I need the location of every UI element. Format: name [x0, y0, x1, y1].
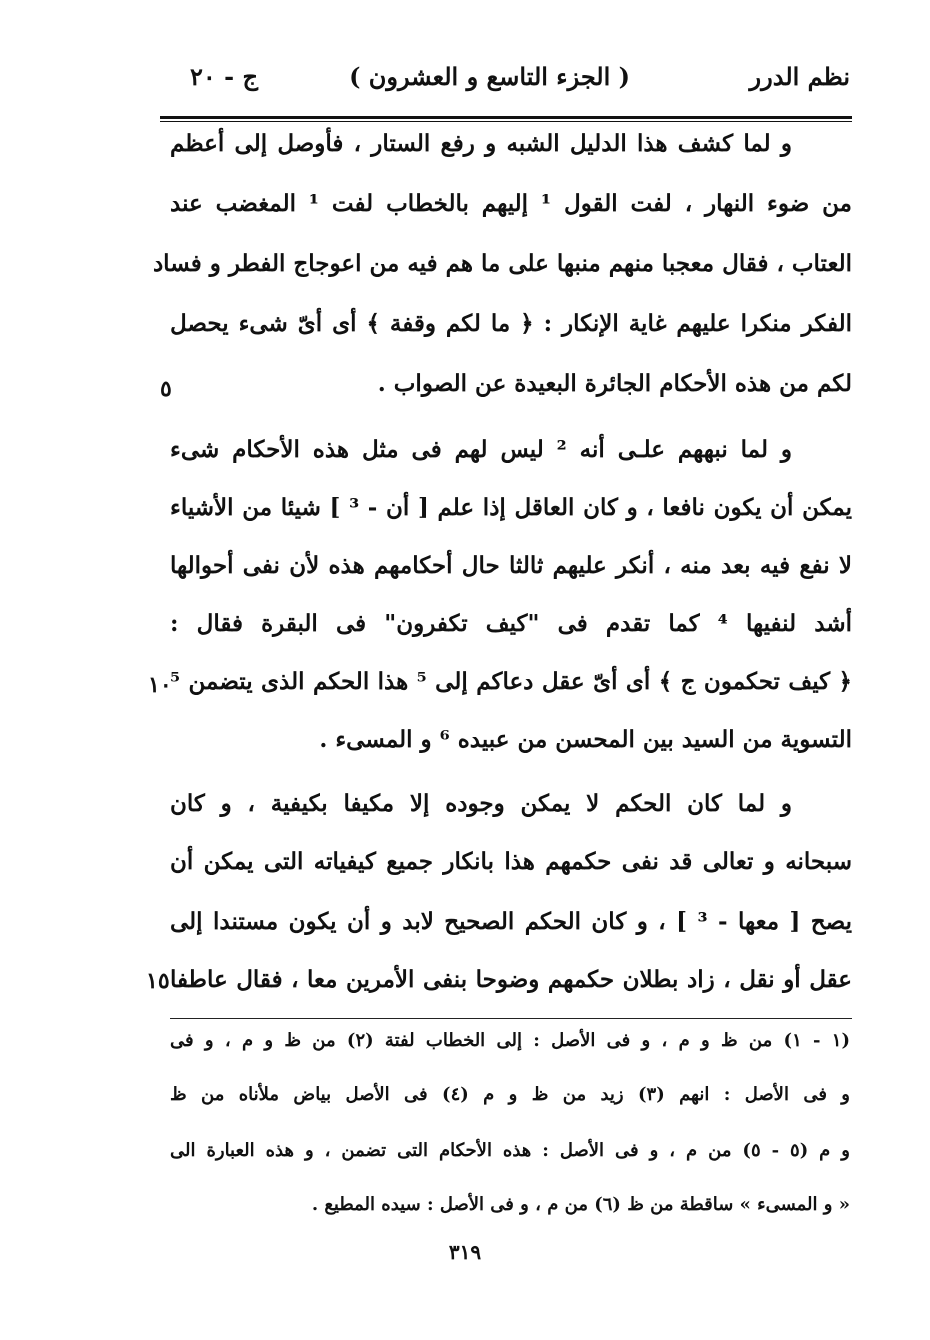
text-line: يمكن أن يكون نافعا ، و كان العاقل إذا علم [ أن - ³ ] شيئا من الأشياء — [170, 494, 852, 521]
text-line: عقل أو نقل ، زاد بطلان حكمهم وضوحا بنفى الأمرين معا ، فقال عاطفا — [170, 966, 852, 993]
text-line: التسوية من السيد بين المحسن من عبيده ⁶ و المسىء . — [319, 726, 852, 753]
book-title: نظم الدرر — [749, 62, 850, 91]
text-line: أشد لنفيها ⁴ كما تقدم فى "كيف تكفرون" فى البقرة فقال : — [170, 610, 852, 637]
text-line: لا نفع فيه بعد منه ، أنكر عليهم ثالثا حال أحكامهم هذه لأن نفى أحوالها — [170, 552, 852, 579]
line-number-10: ١٠ — [148, 672, 172, 698]
text-line: ﴿ كيف تحكمون ج ﴾ أى أىّ عقل دعاكم إلى ⁵ هذا الحكم الذى يتضمن ⁵ — [170, 668, 852, 695]
text-line: من ضوء النهار ، لفت القول ¹ إليهم بالخطاب لفت ¹ المغضب عند — [170, 190, 853, 217]
text-line: و لما كشف هذا الدليل الشبه و رفع الستار ، فأوصل إلى أعظم — [170, 130, 792, 157]
line-number-5: ٥ — [160, 376, 172, 402]
text-line: و لما نبههم علـى أنه ² ليس لهم فى مثل هذه الأحكام شىء — [170, 436, 792, 463]
volume-reference: ج - ٢٠ — [190, 62, 258, 91]
header-rule-thin — [160, 121, 852, 122]
page-number: ٣١٩ — [448, 1240, 482, 1264]
footnote-line: و فى الأصل : انهم (٣) زيد من ظ و م (٤) فى الأصل بياض ملأناه من ظ — [170, 1084, 851, 1105]
footnote-rule — [170, 1018, 852, 1019]
part-title: ( الجزء التاسع و العشرون ) — [349, 62, 630, 91]
text-line: لكم من هذه الأحكام الجائرة البعيدة عن الصواب . — [377, 370, 852, 397]
text-line: سبحانه و تعالى قد نفى حكمهم هذا بانكار جميع كيفياته التى يمكن أن — [170, 848, 852, 875]
footnote-line: و م (٥ - ٥) من م ، و فى الأصل : هذه الأحكام التى تضمن ، و هذه العبارة الى — [170, 1140, 850, 1161]
header-rule-thick — [160, 116, 852, 119]
text-line: و لما كان الحكم لا يمكن وجوده إلا مكيفا بكيفية ، و كان — [170, 790, 792, 817]
footnote-line: (١ - ١) من ظ و م ، و فى الأصل : إلى الخطاب لفتة (٢) من ظ و م ، و فى — [170, 1030, 850, 1051]
text-line: يصح [ معها - ³ ] ، و كان الحكم الصحيح لابد و أن يكون مستندا إلى — [170, 908, 852, 935]
running-header — [160, 62, 850, 102]
footnote-line: « و المسىء » ساقطة من ظ (٦) من م ، و فى الأصل : سيده المطيع . — [311, 1194, 850, 1215]
text-line: الفكر منكرا عليهم غاية الإنكار : ﴿ ما لكم وقفة ﴾ أى أىّ شىء يحصل — [170, 310, 852, 337]
text-line: العتاب ، فقال معجبا منهم منبها على ما هم فيه من اعوجاج الفطر و فساد — [152, 250, 852, 277]
line-number-15: ١٥ — [146, 968, 170, 994]
